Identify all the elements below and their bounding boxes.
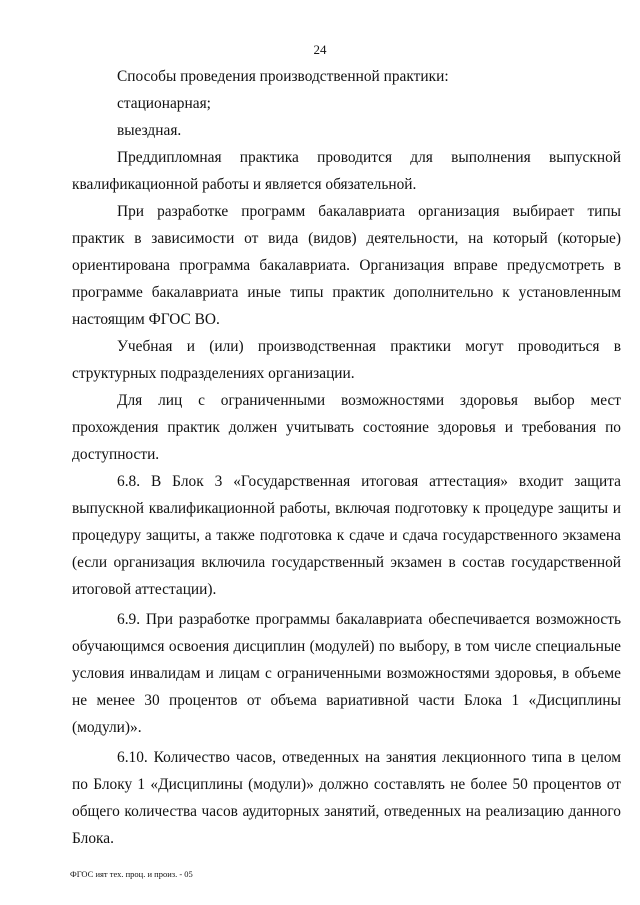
paragraph-6-10: 6.10. Количество часов, отведенных на занятия лекционного типа в целом по Блоку 1 «Дисциплины (модули)» должно составлять не более 50 процентов от общего количества часов аудиторных занятий, отведенных на реализацию данного Блока.	[72, 749, 621, 847]
paragraph-stationary: стационарная;	[117, 95, 211, 112]
paragraph-field: выездная.	[117, 122, 182, 139]
document-body	[72, 63, 621, 852]
paragraph-prediploma: Преддипломная практика проводится для выполнения выпускной квалификационной работы и является обязательной.	[72, 149, 621, 193]
paragraph-methods-title: Способы проведения производственной практики:	[117, 68, 449, 85]
footer-note: ФГОС ият тех. проц. и произ. - 05	[70, 869, 193, 879]
paragraph-6-8: 6.8. В Блок 3 «Государственная итоговая аттестация» входит защита выпускной квалификационной работы, включая подготовку к процедуре защиты и процедуру защиты, а также подготовка к сдаче и сдача государственного экзамена (если организация включила государственный экзамен в состав государственной итоговой аттестации).	[72, 473, 621, 598]
page-number: 24	[313, 42, 327, 57]
paragraph-6-9: 6.9. При разработке программы бакалавриата обеспечивается возможность обучающимся освоения дисциплин (модулей) по выбору, в том числе специальные условия инвалидам и лицам с ограниченными возможностями здоровья, в объеме не менее 30 процентов от объема вариативной части Блока 1 «Дисциплины (модули)».	[72, 611, 621, 736]
paragraph-disabilities: Для лиц с ограниченными возможностями здоровья выбор мест прохождения практик должен учитывать состояние здоровья и требования по доступности.	[72, 392, 621, 463]
paragraph-structural-units: Учебная и (или) производственная практики могут проводиться в структурных подразделениях организации.	[72, 338, 621, 382]
paragraph-practice-types: При разработке программ бакалавриата организация выбирает типы практик в зависимости от вида (видов) деятельности, на который (которые) ориентирована программа бакалавриата. Организация вправе предусмотреть в программе бакалавриата иные типы практик дополнительно к установленным настоящим ФГОС ВО.	[72, 203, 621, 328]
